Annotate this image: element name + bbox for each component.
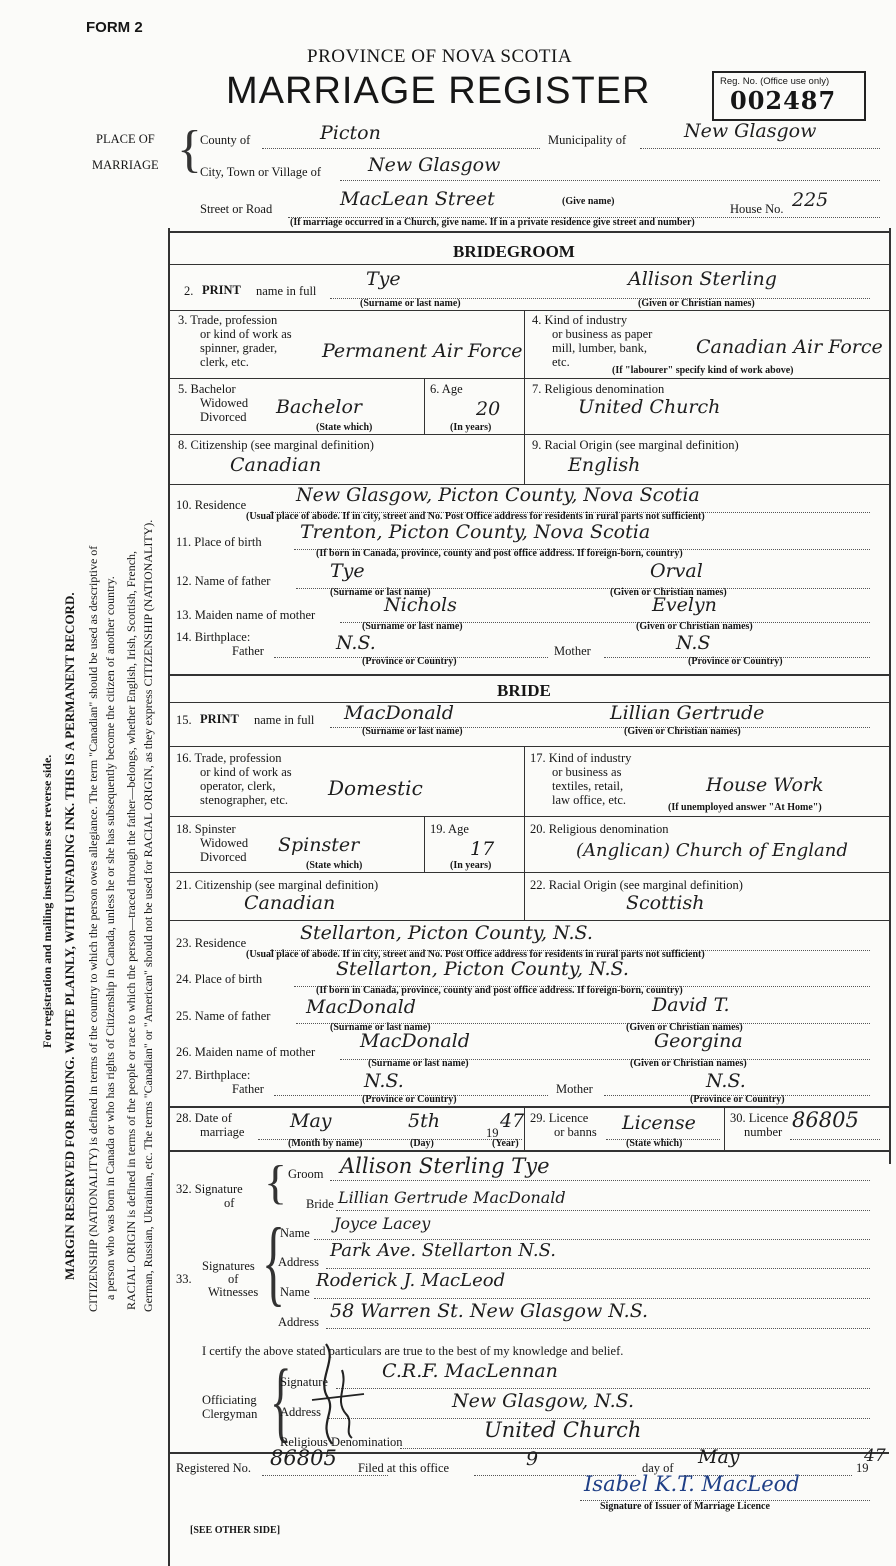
groom-age-label: 6. Age (430, 382, 463, 396)
place-label-1: PLACE OF (96, 132, 155, 146)
groom-industry-label-2: or business as paper (552, 327, 653, 341)
bride-bp-mother-label: Mother (556, 1082, 593, 1096)
clergy-address-label: Address (280, 1405, 321, 1419)
clergy-label-1: Officiating (202, 1393, 257, 1407)
witness-label-1: Signatures (202, 1259, 255, 1273)
marriage-row-top-line (170, 1106, 889, 1108)
bride-age-value: 17 (470, 838, 495, 860)
witness-label-3: Witnesses (208, 1285, 259, 1299)
bride-racial-label: 22. Racial Origin (see marginal definition) (530, 878, 743, 892)
w1-address-label: Address (278, 1255, 319, 1269)
groom-status-caption: (State which) (316, 422, 373, 433)
bride-status-value: Spinster (278, 834, 360, 856)
w1-address-line (326, 1268, 870, 1269)
bride-industry-label-2: or business as (552, 765, 622, 779)
groom-trade-label-2: or kind of work as (200, 327, 292, 341)
groom-industry-label-3: mill, lumber, bank, (552, 341, 647, 355)
bride-n15: 15. (176, 713, 192, 727)
bride-residence-caption: (Usual place of abode. If in city, street and No. Post Office address for residents in rural parts not sufficient) (246, 949, 705, 960)
filed-day: 9 (526, 1448, 539, 1470)
groom-birthplace-label: 11. Place of birth (176, 535, 262, 549)
bride-industry-value: House Work (706, 774, 824, 796)
bride-father-given: David T. (652, 994, 730, 1016)
bride-given-caption: (Given or Christian names) (624, 726, 741, 737)
house-value: 225 (792, 189, 829, 211)
groom-surname-caption: (Surname or last name) (360, 298, 461, 309)
bride-citizenship-divider (524, 872, 525, 920)
bride-residence-label: 23. Residence (176, 936, 247, 950)
groom-given: Allison Sterling (628, 268, 777, 290)
w2-address-label: Address (278, 1315, 319, 1329)
form-right-border (889, 228, 891, 1164)
city-line (340, 180, 880, 181)
groom-bp-mother-value: N.S (676, 632, 711, 654)
bride-mother-given-caption: (Given or Christian names) (630, 1058, 747, 1069)
bride-residence-value: Stellarton, Picton County, N.S. (300, 922, 593, 944)
groom-citizenship-label: 8. Citizenship (see marginal definition) (178, 438, 374, 452)
groom-bp-father-caption: (Province or Country) (362, 656, 457, 667)
street-label: Street or Road (200, 202, 273, 216)
w1-name: Joyce Lacey (334, 1214, 431, 1233)
issuer-caption: Signature of Issuer of Marriage Licence (600, 1501, 770, 1512)
reg-no-label: Reg. No. (Office use only) (720, 76, 830, 87)
registered-no: 86805 (270, 1446, 337, 1470)
w1-name-label: Name (280, 1226, 310, 1240)
municipality-line (640, 148, 880, 149)
groom-mother-surname-caption: (Surname or last name) (362, 621, 463, 632)
bridegroom-heading: BRIDEGROOM (453, 242, 575, 261)
bride-status-caption: (State which) (306, 860, 363, 871)
groom-mother-given-caption: (Given or Christian names) (636, 621, 753, 632)
bride-row-line-4 (170, 920, 889, 921)
county-value: Picton (320, 122, 381, 144)
bride-father-label: 25. Name of father (176, 1009, 271, 1023)
licence-no-value: 86805 (792, 1108, 859, 1132)
marriage-month: May (290, 1110, 332, 1132)
marriage-year-prefix: 19 (486, 1126, 499, 1140)
groom-residence-label: 10. Residence (176, 498, 247, 512)
groom-status-label-2: Widowed (200, 396, 249, 410)
bride-father-surname: MacDonald (306, 996, 416, 1018)
licence-value: License (622, 1112, 696, 1134)
clergy-signature: C.R.F. MacLennan (382, 1360, 558, 1382)
margin-racial-2: German, Russian, Ukrainian, etc. The terms "Canadian" or "American" should not be used for RACIAL ORIGIN, as they express CITIZENSHIP (NATIONALITY). (141, 519, 155, 1312)
groom-father-label: 12. Name of father (176, 574, 271, 588)
form-top-border (168, 231, 890, 233)
groom-bp-mother-caption: (Province or Country) (688, 656, 783, 667)
bride-status-divider (424, 816, 425, 872)
witness-label-2: of (228, 1272, 239, 1286)
place-brace: { (177, 121, 202, 178)
licence-caption: (State which) (626, 1138, 683, 1149)
filed-year: 47 (864, 1446, 886, 1466)
bride-industry-label-4: law office, etc. (552, 793, 627, 807)
bride-trade-value: Domestic (328, 776, 423, 800)
bride-industry-label-1: 17. Kind of industry (530, 751, 632, 765)
bride-industry-label-3: textiles, retail, (552, 779, 624, 793)
groom-industry-value: Canadian Air Force (696, 336, 883, 358)
bride-heading: BRIDE (497, 681, 551, 700)
groom-trade-value: Permanent Air Force (322, 340, 523, 362)
filed-month: May (698, 1446, 740, 1468)
bride-trade-label-1: 16. Trade, profession (176, 751, 282, 765)
bride-surname: MacDonald (344, 702, 454, 724)
page-title: MARRIAGE REGISTER (226, 70, 651, 112)
groom-signature: Allison Sterling Tye (340, 1154, 550, 1178)
groom-industry-label-4: etc. (552, 355, 570, 369)
witness-brace: { (262, 1208, 286, 1315)
groom-residence-value: New Glasgow, Picton County, Nova Scotia (296, 484, 700, 506)
groom-bp-father-value: N.S. (336, 632, 376, 654)
bride-industry-caption: (If unemployed answer "At Home") (668, 802, 822, 813)
margin-instructions: For registration and mailing instructions see reverse side. (40, 754, 54, 1048)
street-note-caption: (If marriage occurred in a Church, give name. If in a private residence give street and number) (290, 217, 695, 228)
bride-religion-value: (Anglican) Church of England (576, 840, 848, 861)
groom-age-caption: (In years) (450, 422, 492, 433)
marriage-day: 5th (408, 1110, 440, 1132)
bride-signature-line (336, 1210, 870, 1211)
clergy-flourish-icon (308, 1340, 368, 1450)
bride-bp-father-label: Father (232, 1082, 264, 1096)
bride-age-divider (524, 816, 525, 872)
bride-birthplace-caption: (If born in Canada, province, county and post office address. If foreign-born, country) (316, 985, 683, 996)
groom-row-line-1 (170, 310, 889, 311)
groom-row-line-3 (170, 434, 889, 435)
margin-citizenship-2: a person who was born in Canada or who has rights of Citizenship in Canada, unless he or she has subsequently become the citizen of another country. (103, 576, 117, 1300)
bride-row-line-1 (170, 746, 889, 747)
bride-age-caption: (In years) (450, 860, 492, 871)
bride-trade-divider (524, 746, 525, 816)
licence-no-line (790, 1139, 880, 1140)
signature-label-2: of (224, 1196, 235, 1210)
groom-bp-father-label: Father (232, 644, 264, 658)
day-of-label: day of (642, 1461, 674, 1475)
bride-row-line-3 (170, 872, 889, 873)
clergy-denomination-label: Religious Denomination (280, 1435, 403, 1449)
groom-status-label-3: Divorced (200, 410, 247, 424)
marriage-row-bottom-line (170, 1150, 889, 1152)
groom-residence-caption: (Usual place of abode. If in city, street and No. Post Office address for residents in rural parts not sufficient) (246, 511, 705, 522)
groom-father-surname: Tye (330, 560, 365, 582)
signature-brace: { (264, 1156, 288, 1209)
marriage-month-caption: (Month by name) (288, 1138, 363, 1149)
marriage-day-caption: (Day) (410, 1138, 434, 1149)
bride-row-line-2 (170, 816, 889, 817)
bride-status-label-3: Divorced (200, 850, 247, 864)
clergy-signature-label: Signature (280, 1375, 328, 1389)
groom-signature-label: Groom (288, 1167, 324, 1181)
groom-bp-mother-label: Mother (554, 644, 591, 658)
groom-status-label-1: 5. Bachelor (178, 382, 236, 396)
groom-mother-surname: Nichols (384, 594, 457, 616)
bride-mother-label: 26. Maiden name of mother (176, 1045, 316, 1059)
date-label-1: 28. Date of (176, 1111, 232, 1125)
groom-signature-line (330, 1180, 870, 1181)
w2-address: 58 Warren St. New Glasgow N.S. (330, 1300, 649, 1322)
groom-age-value: 20 (476, 398, 501, 420)
w2-name-line (314, 1298, 870, 1299)
groom-bp-label: 14. Birthplace: (176, 630, 251, 644)
bride-birthplace-value: Stellarton, Picton County, N.S. (336, 958, 629, 980)
bridegroom-heading-line (170, 264, 889, 265)
licence-no-label-2: number (744, 1125, 783, 1139)
issuer-signature: Isabel K.T. MacLeod (584, 1472, 800, 1496)
bride-given: Lillian Gertrude (610, 702, 765, 724)
filed-year-prefix: 19 (856, 1461, 869, 1475)
house-label: House No. (730, 202, 784, 216)
bride-heading-line (170, 702, 889, 703)
groom-father-given: Orval (650, 560, 703, 582)
groom-age-divider (524, 378, 525, 434)
clergy-flourish (308, 1340, 368, 1455)
licence-label-2: or banns (554, 1125, 597, 1139)
street-value: MacLean Street (340, 188, 495, 210)
groom-industry-caption: (If "labourer" specify kind of work above) (612, 365, 794, 376)
bride-trade-label-4: stenographer, etc. (200, 793, 289, 807)
bride-section-top-line (170, 674, 889, 676)
registered-label: Registered No. (176, 1461, 251, 1475)
city-value: New Glasgow (368, 154, 501, 176)
bride-trade-label-3: operator, clerk, (200, 779, 276, 793)
groom-trade-label-1: 3. Trade, profession (178, 313, 278, 327)
margin-racial-1: RACIAL ORIGIN is defined in terms of the people or race to which the person—traced through the father—belongs, whether English, Irish, Scottish, French, (124, 550, 138, 1310)
place-label-2: MARRIAGE (92, 158, 159, 172)
bride-name-label: name in full (254, 713, 315, 727)
city-label: City, Town or Village of (200, 165, 322, 179)
groom-citizenship-value: Canadian (230, 454, 322, 476)
marriage-year: 47 (500, 1110, 525, 1132)
bride-citizenship-value: Canadian (244, 892, 336, 914)
county-label: County of (200, 133, 251, 147)
bride-bp-mother-value: N.S. (706, 1070, 746, 1092)
bride-mother-surname-caption: (Surname or last name) (368, 1058, 469, 1069)
date-divider (524, 1106, 525, 1150)
groom-mother-label: 13. Maiden name of mother (176, 608, 316, 622)
licence-divider (724, 1106, 725, 1150)
province-title: PROVINCE OF NOVA SCOTIA (307, 46, 573, 67)
witness-n33: 33. (176, 1272, 192, 1286)
clergy-signature-line (336, 1388, 870, 1389)
bride-mother-surname: MacDonald (360, 1030, 470, 1052)
groom-birthplace-value: Trenton, Picton County, Nova Scotia (300, 521, 651, 543)
bride-signature-label: Bride (306, 1197, 334, 1211)
municipality-value: New Glasgow (684, 120, 817, 142)
clergy-denomination-line (400, 1448, 870, 1449)
margin-citizenship-1: CITIZENSHIP (NATIONALITY) is defined in terms of the country to which the person owes allegiance. The term "Canadian" should be used as descriptive of (86, 545, 100, 1312)
marriage-year-caption: (Year) (492, 1138, 519, 1149)
bride-racial-value: Scottish (626, 892, 705, 914)
bride-surname-caption: (Surname or last name) (362, 726, 463, 737)
registered-line (262, 1475, 388, 1476)
w2-address-line (326, 1328, 870, 1329)
clergy-label-2: Clergyman (202, 1407, 258, 1421)
groom-n2: 2. (184, 284, 194, 298)
bride-father-given-caption: (Given or Christian names) (626, 1022, 743, 1033)
bride-bp-label: 27. Birthplace: (176, 1068, 251, 1082)
clergy-denomination: United Church (484, 1418, 642, 1442)
groom-name-label: name in full (256, 284, 317, 298)
bride-mother-given: Georgina (654, 1030, 743, 1052)
groom-trade-label-3: spinner, grader, (200, 341, 278, 355)
bride-father-surname-caption: (Surname or last name) (330, 1022, 431, 1033)
bride-status-label-1: 18. Spinster (176, 822, 236, 836)
groom-citizenship-divider (524, 434, 525, 484)
street-give-name-caption: (Give name) (562, 196, 615, 207)
clergy-address: New Glasgow, N.S. (452, 1390, 635, 1412)
form-number: FORM 2 (86, 19, 143, 36)
bride-age-label: 19. Age (430, 822, 469, 836)
groom-surname: Tye (366, 268, 401, 290)
groom-status-divider (424, 378, 425, 434)
groom-industry-label-1: 4. Kind of industry (532, 313, 628, 327)
clergy-brace: { (270, 1352, 292, 1451)
groom-row-line-2 (170, 378, 889, 379)
groom-status-value: Bachelor (276, 396, 363, 418)
groom-trade-divider (524, 310, 525, 378)
bride-bp-father-value: N.S. (364, 1070, 404, 1092)
groom-racial-label: 9. Racial Origin (see marginal definition) (532, 438, 739, 452)
bride-birthplace-label: 24. Place of birth (176, 972, 263, 986)
bride-signature: Lillian Gertrude MacDonald (338, 1188, 566, 1207)
licence-label-1: 29. Licence (530, 1111, 589, 1125)
groom-father-given-caption: (Given or Christian names) (610, 587, 727, 598)
groom-racial-value: English (568, 454, 641, 476)
groom-father-surname-caption: (Surname or last name) (330, 587, 431, 598)
bride-bp-mother-caption: (Province or Country) (690, 1094, 785, 1105)
groom-religion-value: United Church (578, 396, 721, 418)
groom-trade-label-4: clerk, etc. (200, 355, 249, 369)
municipality-label: Municipality of (548, 133, 627, 147)
bride-citizenship-label: 21. Citizenship (see marginal definition) (176, 878, 379, 892)
groom-birthplace-caption: (If born in Canada, province, county and post office address. If foreign-born, country) (316, 548, 683, 559)
w2-name-label: Name (280, 1285, 310, 1299)
bride-bp-father-caption: (Province or Country) (362, 1094, 457, 1105)
groom-given-caption: (Given or Christian names) (638, 298, 755, 309)
licence-no-label-1: 30. Licence (730, 1111, 789, 1125)
certify-text: I certify the above stated particulars are true to the best of my knowledge and belief. (202, 1344, 624, 1358)
margin-binding: MARGIN RESERVED FOR BINDING. WRITE PLAINLY, WITH UNFADING INK. THIS IS A PERMANENT RECORD. (62, 592, 77, 1280)
groom-mother-given: Evelyn (652, 594, 717, 616)
filed-label: Filed at this office (358, 1461, 450, 1475)
bride-print-label: PRINT (200, 712, 239, 726)
reg-no-value: 002487 (730, 86, 837, 115)
groom-print-label: PRINT (202, 283, 241, 297)
county-line (262, 148, 540, 149)
signature-label-1: 32. Signature (176, 1182, 243, 1196)
form-left-border (168, 228, 170, 1566)
groom-religion-label: 7. Religious denomination (532, 382, 665, 396)
bride-trade-label-2: or kind of work as (200, 765, 292, 779)
w2-name: Roderick J. MacLeod (316, 1270, 506, 1291)
w1-address: Park Ave. Stellarton N.S. (330, 1240, 556, 1261)
see-other-side: [SEE OTHER SIDE] (190, 1525, 281, 1536)
date-label-2: marriage (200, 1125, 245, 1139)
bride-status-label-2: Widowed (200, 836, 249, 850)
bride-religion-label: 20. Religious denomination (530, 822, 669, 836)
